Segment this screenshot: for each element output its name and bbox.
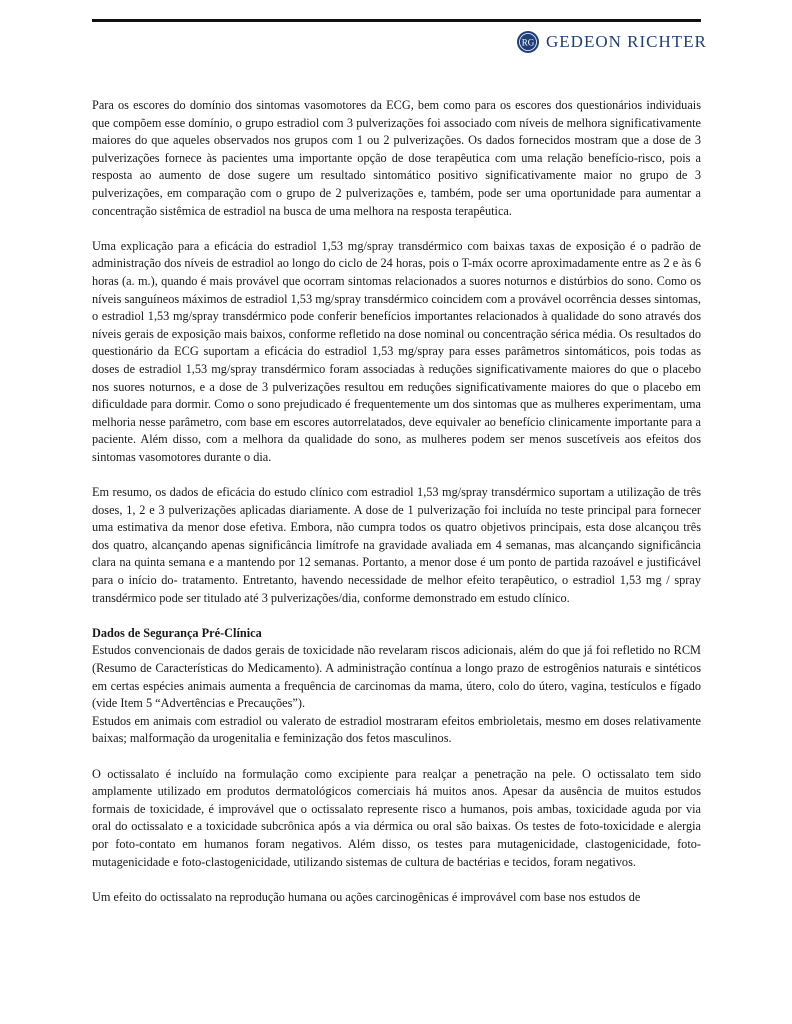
paragraph-animal-studies: Estudos em animais com estradiol ou valerato de estradiol mostraram efeitos embrioletais, mesmo em doses relativamente baixas; malformação da urogenitalia e feminização dos fetos masculinos. (92, 713, 701, 746)
paragraph-toxicity: Estudos convencionais de dados gerais de toxicidade não revelaram riscos adicionais, além do que já foi refletido no RCM (Resumo de Características do Medicamento). A administração contínua a longo prazo de estrogênios naturais e sintéticos em certas espécies animais aumenta a frequência de carcinomas da mama, útero, colo do útero, vagina, testículos e fígado (vide Item 5 “Advertências e Precauções”). (92, 643, 701, 711)
paragraph-efficacy-explanation: Uma explicação para a eficácia do estradiol 1,53 mg/spray transdérmico com baixas taxas de exposição é o padrão de administração dos níveis de estradiol ao longo do ciclo de 24 horas, pois o T-máx ocorre aproximadamente entre as 2 e às 6 horas (a. m.), quando é mais provável que ocorram sintomas relacionados a suores noturnos e distúrbios do sono. Como os níveis sanguíneos máximos de estradiol 1,53 mg/spray transdérmico coincidem com a provável ocorrência desses sintomas, o estradiol 1,53 mg/spray transdérmico pode conferir benefícios importantes relacionados à qualidade do sono através dos níveis gerais de exposição mais baixos, conforme refletido na dose nominal ou concentração sérica média. Os resultados do questionário da ECG suportam a eficácia do estradiol 1,53 mg/spray para esses parâmetros sintomáticos, pois todas as doses de estradiol 1,53 mg/spray transdérmico foram associadas à reduções significativamente maiores do que o placebo nos suores noturnos, e a dose de 3 pulverizações resultou em reduções significativamente maiores do que o placebo em dificuldade para dormir. Como o sono prejudicado é frequentemente um dos sintomas que as mulheres experimentam, uma melhoria nesse parâmetro, com base em escores autorrelatados, deve equivaler ao benefício clinicamente importante para a paciente. Além disso, com a melhora da qualidade do sono, as mulheres podem ser menos suscetíveis aos efeitos dos sintomas vasomotores durante o dia. (92, 238, 701, 464)
paragraph-octisalate: O octissalato é incluído na formulação como excipiente para realçar a penetração na pele. O octissalato tem sido amplamente utilizado em produtos dermatológicos comerciais há muitos anos. Apesar da ausência de muitos estudos formais de toxicidade, é improvável que o octissalato represente risco a humanos, pois ambas, toxicidade aguda por via oral do octissalato e a toxicidade subcrônica após a via dérmica ou oral são baixas. Os testes de foto-toxicidade e alergia por foto-contato em humanos foram negativos. Além disso, os testes para mutagenicidade, clastogenicidade, foto-mutagenicidade e foto-clastogenicidade, utilizando sistemas de cultura de bactérias e tecidos, foram negativos. (92, 766, 701, 869)
logo-text: GEDEON RICHTER (546, 32, 707, 51)
section-heading-preclinical-safety: Dados de Segurança Pré-Clínica (92, 625, 262, 640)
document-body (92, 97, 701, 906)
paragraph-vasomotor-scores: Para os escores do domínio dos sintomas vasomotores da ECG, bem como para os escores dos questionários individuais que compõem esse domínio, o grupo estradiol com 3 pulverizações foi associado com níveis de melhora significativamente maiores do que aqueles observados nos grupos com 1 ou 2 pulverizações. Os dados fornecidos mostram que a dose de 3 pulverizações fornece às pacientes uma importante opção de dose terapêutica com uma relação benefício-risco, pois a resposta ao aumento de dose sugere um resultado sintomático positivo significativamente maior no grupo de 3 pulverizações, em comparação com o grupo de 2 pulverizações e, também, pode ser uma oportunidade para aumentar a concentração sistêmica de estradiol na busca de uma melhora na resposta terapêutica. (92, 98, 701, 218)
paragraph-summary: Em resumo, os dados de eficácia do estudo clínico com estradiol 1,53 mg/spray transdérmico suportam a utilização de três doses, 1, 2 e 3 pulverizações aplicadas diariamente. A dose de 1 pulverização foi incluída no teste principal para fornecer uma estimativa da menor dose efetiva. Embora, não cumpra todos os quatro objetivos principais, esta dose alcançou três dos quatro, alcançando apenas significância limítrofe na gravidade avaliada em 4 semanas, mas alcançando significância clara na quinta semana e a mantendo por 12 semanas. Portanto, a menor dose é um ponto de partida razoável e justificável para o início do- tratamento. Entretanto, havendo necessidade de melhor efeito terapêutico, o estradiol 1,53 mg / spray transdérmico pode ser titulado até 3 pulverizações/dia, conforme demonstrado em estudo clínico. (92, 485, 701, 605)
logo-monogram: RG (521, 37, 535, 48)
logo-emblem-icon (516, 30, 540, 54)
header-rule (92, 19, 701, 22)
company-logo (516, 29, 707, 55)
paragraph-octisalate-reproduction: Um efeito do octissalato na reprodução humana ou ações carcinogênicas é improvável com base nos estudos de (92, 889, 641, 904)
